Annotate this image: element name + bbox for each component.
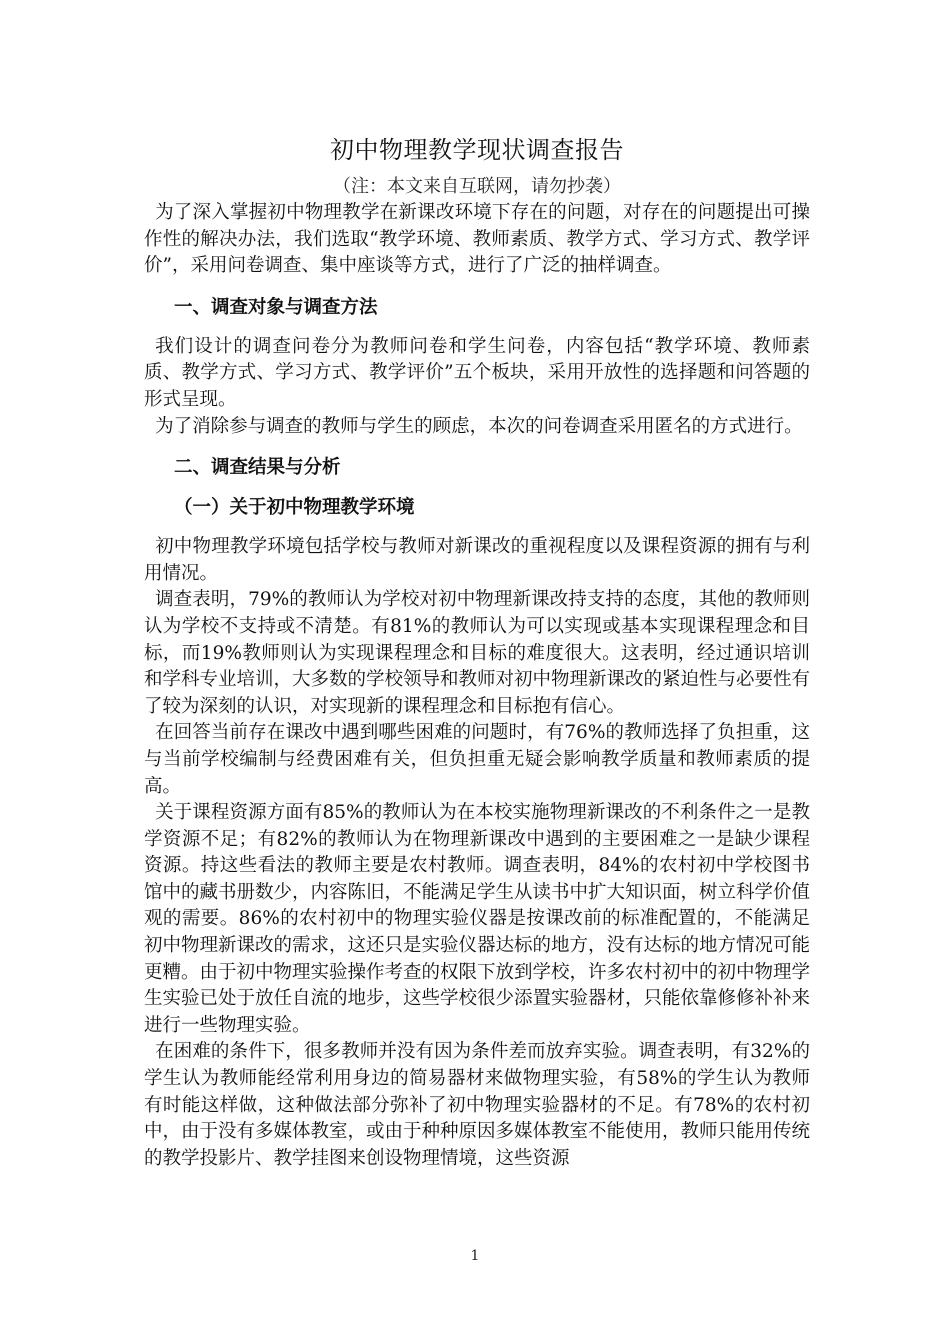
paragraph-simple-experiments: 在困难的条件下，很多教师并没有因为条件差而放弃实验。调查表明，有32%的学生认为教师能经常利用身边的简易器材来做物理实验，有58%的学生认为教师有时能这样做，这种做法部分弥补了初中物理实验器材的不足。有78%的农村初中，由于没有多媒体教室，或由于种种原因多媒体教室不能使用，教师只能用传统的教学投影片、教学挂图来创设物理情境，这些资源 — [144, 1041, 811, 1169]
paragraph-anonymous-survey: 为了消除参与调查的教师与学生的顾虑，本次的问卷调查采用匿名的方式进行。 — [155, 415, 803, 437]
intro-paragraph: 为了深入掌握初中物理教学在新课改环境下存在的问题，对存在的问题提出可操作性的解决办法，我们选取“教学环境、教师素质、教学方式、学习方式、教学评价”，采用问卷调查、集中座谈等方式，进行了广泛的抽样调查。 — [144, 202, 810, 277]
paragraph-environment-definition: 初中物理教学环境包括学校与教师对新课改的重视程度以及课程资源的拥有与利用情况。 — [144, 536, 810, 584]
document-title: 初中物理教学现状调查报告 — [330, 136, 624, 164]
subsection-heading-teaching-environment: （一）关于初中物理教学环境 — [174, 497, 415, 519]
section-heading-results: 二、调查结果与分析 — [174, 457, 341, 479]
page-number: 1 — [470, 1248, 480, 1264]
paragraph-workload: 在回答当前存在课改中遇到哪些困难的问题时，有76%的教师选择了负担重，这与当前学校编制与经费困难有关，但负担重无疑会影响教学质量和教师素质的提高。 — [144, 722, 810, 797]
document-note: （注：本文来自互联网，请勿抄袭） — [333, 176, 621, 197]
paragraph-curriculum-resources: 关于课程资源方面有85%的教师认为在本校实施物理新课改的不利条件之一是教学资源不足；有82%的教师认为在物理新课改中遇到的主要困难之一是缺少课程资源。持这些看法的教师主要是农村教师。调查表明，84%的农村初中学校图书馆中的藏书册数少，内容陈旧，不能满足学生从读书中扩大知识面，树立科学价值观的需要。86%的农村初中的物理实验仪器是按课改前的标准配置的，不能满足初中物理新课改的需求，这还只是实验仪器达标的地方，没有达标的地方情况可能更糟。由于初中物理实验操作考查的权限下放到学校，许多农村初中的初中物理学生实验已处于放任自流的地步，这些学校很少添置实验器材，只能依靠修修补补来进行一些物理实验。 — [144, 802, 811, 1036]
section-heading-survey-method: 一、调查对象与调查方法 — [174, 296, 378, 318]
document-page — [144, 130, 810, 1172]
paragraph-school-support: 调查表明，79%的教师认为学校对初中物理新课改持支持的态度，其他的教师则认为学校不支持或不清楚。有81%的教师认为可以实现或基本实现课程理念和目标，而19%教师则认为实现课程理念和目标的难度很大。这表明，经过通识培训和学科专业培训，大多数的学校领导和教师对初中物理新课改的紧迫性与必要性有了较为深刻的认识，对实现新的课程理念和目标抱有信心。 — [144, 589, 811, 717]
paragraph-questionnaire-design: 我们设计的调查问卷分为教师问卷和学生问卷，内容包括“教学环境、教师素质、教学方式、学习方式、教学评价”五个板块，采用开放性的选择题和问答题的形式呈现。 — [144, 335, 810, 410]
